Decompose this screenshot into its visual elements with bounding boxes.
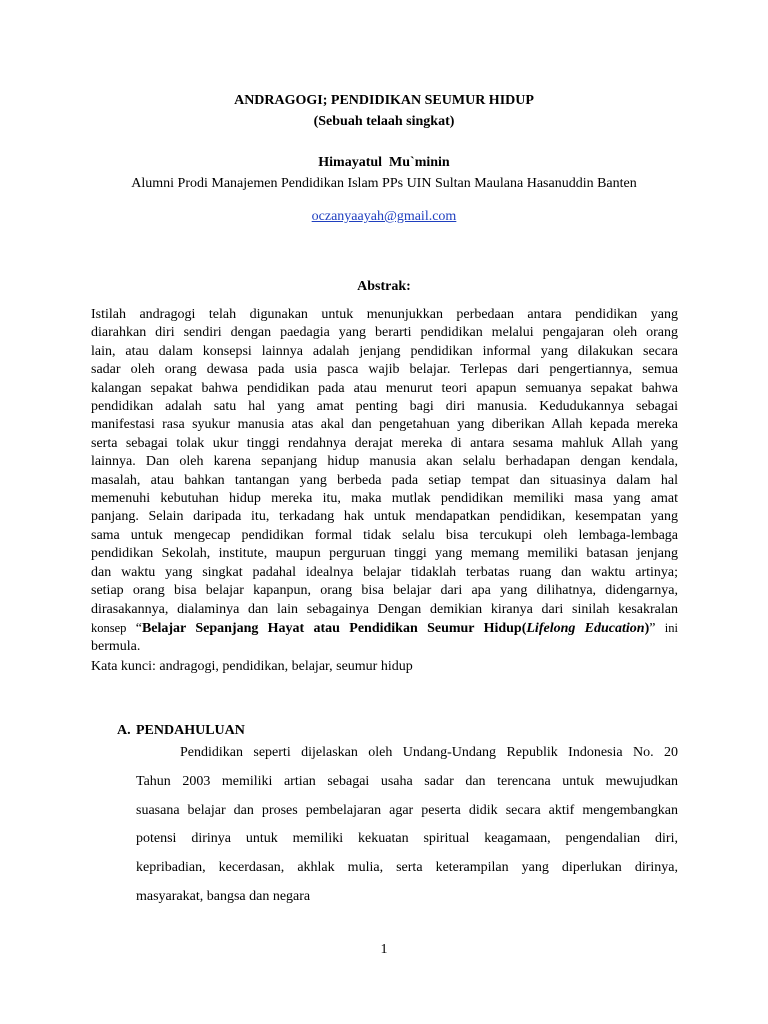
abstract-line: serta sebagai tolak ukur tinggi rendahnya derajat mereka di antara sesama mahluk Allah yang	[91, 435, 678, 451]
section-title: PENDAHULUAN	[136, 723, 245, 738]
section-line: potensi dirinya untuk memiliki kekuatan spiritual keagamaan, pengendalian diri,	[136, 831, 678, 847]
abstract-line: kalangan sepakat bahwa pendidikan pada atau menurut teori apapun semuanya sepakat bahwa	[91, 380, 678, 396]
abstract-line: lain, atau dalam konsepsi lainnya adalah jenjang pendidikan informal yang dilakukan secara	[91, 343, 678, 359]
section-line: suasana belajar dan proses pembelajaran agar peserta didik secara aktif mengembangkan	[136, 802, 678, 818]
abstract-heading: Abstrak:	[357, 279, 411, 294]
email-link[interactable]: oczanyaayah@gmail.com	[311, 209, 457, 224]
section-line: Tahun 2003 memiliki artian sebagai usaha sadar dan terencana untuk mewujudkan	[136, 773, 678, 789]
open-quote: “	[135, 620, 142, 636]
abstract-line: panjang. Selain daripada itu, terkadang hak untuk mendapatkan pendidikan, kesempatan yang	[91, 509, 678, 525]
abstract-line: dirasakannya, dialaminya dan lain sebagainya Dengan demikian kiranya dari sinilah kesakralan	[91, 601, 678, 617]
abstract-body	[91, 306, 678, 657]
author-email	[0, 208, 768, 226]
abstract-line: memenuhi kebutuhan hidup mereka itu, maka mutlak pendidikan memiliki masa yang amat	[91, 491, 678, 507]
abstract-line: diarahkan diri sendiri dengan paedagia yang berarti pendidikan melalui pengajaran oleh orang	[91, 325, 678, 341]
abstract-line: lainnya. Dan oleh karena sepanjang hidup manusia akan selalu berhadapan dengan kendala,	[91, 454, 678, 470]
lifelong-concept-text: Belajar Sepanjang Hayat atau Pendidikan Seumur Hidup(	[141, 620, 527, 636]
page-number: 1	[380, 942, 388, 957]
section-line: Pendidikan seperti dijelaskan oleh Undang-Undang Republik Indonesia No. 20	[180, 745, 678, 760]
keywords: Kata kunci: andragogi, pendidikan, belajar, seumur hidup	[91, 659, 413, 674]
section-heading	[117, 722, 245, 740]
lifelong-concept-close: )	[644, 620, 650, 636]
special-line-suffix: ini	[664, 620, 678, 635]
abstract-line: pendidikan adalah satu hal yang amat penting bagi diri manusia. Kedudukannya sebagai	[91, 399, 678, 415]
abstract-line: setiap orang bisa belajar kapanpun, orang bisa belajar dari apa yang dilihatnya, didengarnya,	[91, 583, 678, 599]
abstract-line: Istilah andragogi telah digunakan untuk menunjukkan perbedaan antara pendidikan yang	[91, 307, 678, 322]
section-line: masyarakat, bangsa dan negara	[136, 888, 311, 904]
abstract-line: bermula.	[91, 639, 141, 655]
lifelong-education-term: Lifelong Education	[526, 620, 645, 636]
paper-title: ANDRAGOGI; PENDIDIKAN SEUMUR HIDUP	[234, 93, 534, 108]
section-body	[136, 744, 678, 917]
abstract-line: manifestasi rasa syukur manusia atas akal dan pengetahuan yang diberikan Allah kepada mereka	[91, 417, 678, 433]
close-quote: ”	[649, 620, 656, 636]
abstract-line: sadar oleh orang dewasa pada usia pasca wajib belajar. Terlepas dari pengertiannya, semua	[91, 362, 678, 378]
author-name: Himayatul Mu`minin	[318, 155, 450, 170]
special-line-prefix: konsep	[91, 620, 127, 635]
section-marker: A.	[117, 723, 131, 738]
abstract-line: dan waktu yang singkat padahal idealnya belajar tidaklah terbatas ruang dan waktu artinya;	[91, 564, 678, 580]
section-line: kepribadian, kecerdasan, akhlak mulia, serta keterampilan yang diperlukan dirinya,	[136, 860, 678, 876]
author-affiliation: Alumni Prodi Manajemen Pendidikan Islam PPs UIN Sultan Maulana Hasanuddin Banten	[131, 176, 637, 191]
abstract-special-line	[91, 619, 678, 638]
paper-subtitle: (Sebuah telaah singkat)	[313, 114, 455, 129]
abstract-line: sama untuk mengecap pendidikan formal tidak selalu bisa tercukupi oleh lembaga-lembaga	[91, 527, 678, 543]
abstract-line: masalah, atau bahkan tantangan yang berbeda pada setiap tempat dan situasinya dalam hal	[91, 472, 678, 488]
abstract-line: pendidikan Sekolah, institute, maupun perguruan tinggi yang memang memiliki batasan jenjang	[91, 546, 678, 562]
